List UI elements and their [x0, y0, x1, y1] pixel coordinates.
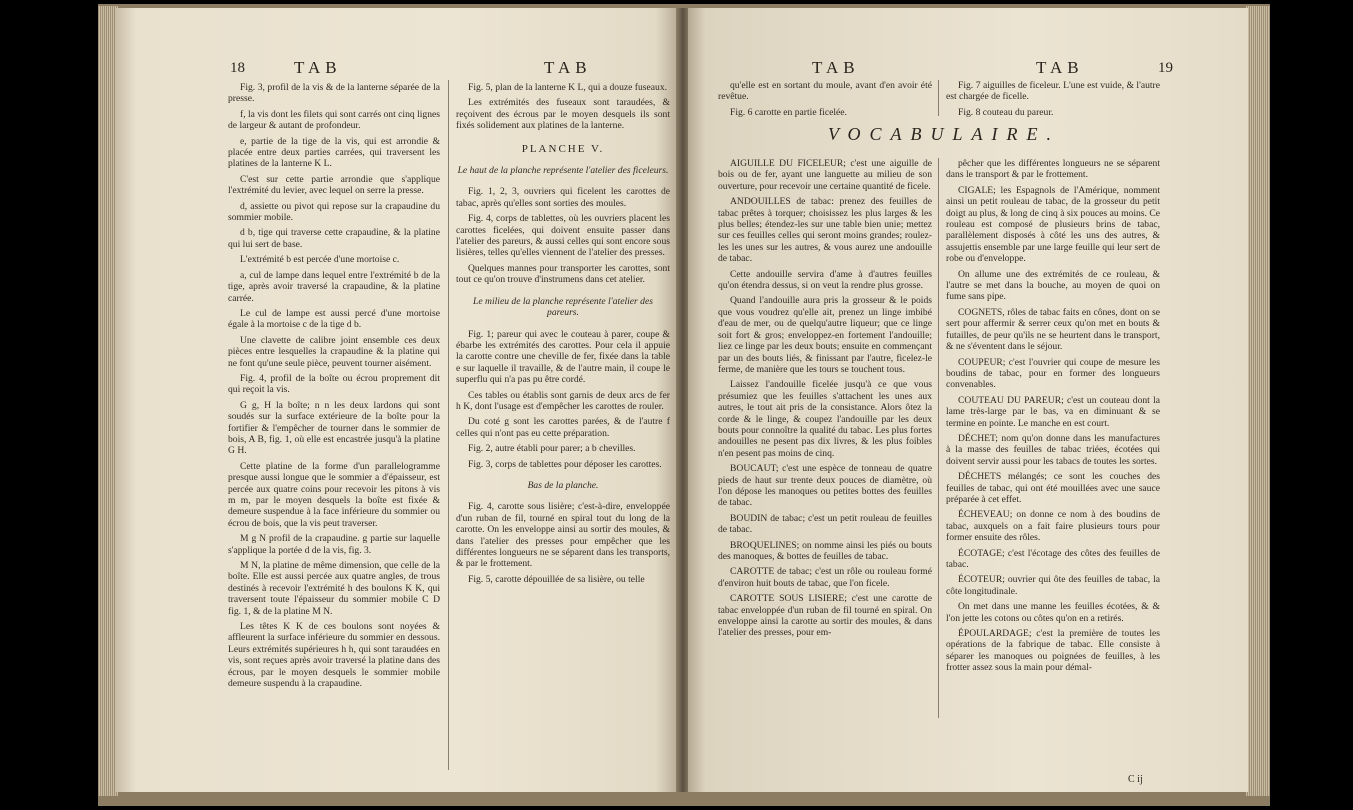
paragraph: COUPEUR; c'est l'ouvrier qui coupe de mesure les boudins de tabac, pour en former des longueurs convenables.: [946, 356, 1160, 391]
paragraph: Quand l'andouille aura pris la grosseur & le poids que vous voudrez qu'elle ait, prenez un linge imbibé d'eau de mer, ou de quelqu'autre liqueur; que ce linge soit fort & gros; enveloppez-en fortement l'andouille; liez ce linge par les deux bouts; ensuite en commençant par un des bouts liés, & finissant par l'autre, ficelez-le ferme, de manière que les tours se touchent tous.: [718, 295, 932, 375]
right-column-1: [718, 158, 932, 643]
paragraph: pêcher que les différentes longueurs ne se séparent dans le transport & par le frottement.: [946, 158, 1160, 181]
left-page: [116, 8, 678, 792]
running-head-left-1: TAB: [294, 58, 342, 77]
signature-mark: C ij: [1128, 774, 1143, 785]
column-rule-top: [938, 80, 939, 116]
page-edges-right: [1246, 6, 1270, 796]
paragraph: Cette platine de la forme d'un parallelogramme presque aussi longue que le sommier a d'épaisseur, est percée aux quatre coins pour recevoir les pitons à vis m m, par le moyen desquels la boîte est fixée & demeure suspendue à la face inférieure du sommier ou écrou de bois, que la vis peut traverser.: [228, 460, 440, 529]
paragraph: Fig. 4, carotte sous lisière; c'est-à-dire, enveloppée d'un ruban de fil, tourné en spiral tout du long de la carotte. On les enveloppe ainsi au sortir des moules, & dans l'atelier des presses pour empêcher que les différentes longueurs ne se séparent dans les transports, & par le frottement.: [456, 501, 670, 570]
paragraph: Fig. 5, plan de la lanterne K L, qui a douze fuseaux.: [468, 82, 668, 93]
paragraph: Fig. 3, profil de la vis & de la lanterne séparée de la presse.: [228, 82, 440, 105]
paragraph: Les têtes K K de ces boulons sont noyées & affleurent la surface inférieure du sommier en dessous. Leurs extrémités supérieures h h, qui sont taraudées en vis, sont reçues après avoir traversé la platine dans des écrous, par le moyen desquels le sommier mobile demeure suspendu à la crapaudine.: [228, 621, 440, 690]
paragraph: C'est sur cette partie arrondie que s'applique l'extrémité du levier, avec lequel on serre la presse.: [228, 173, 440, 197]
paragraph: G g, H la boîte; n n les deux lardons qui sont soudés sur la surface extérieure de la boîte pour la fortifier & l'empêcher de tourner dans le sommier de bois, A B, fig. 1, où elle est encastrée jusqu'à la platine G H.: [228, 399, 440, 457]
paragraph: Fig. 7 aiguilles de ficeleur. L'une est vuide, & l'autre est chargée de ficelle.: [946, 80, 1160, 103]
left-column-1: [228, 82, 440, 694]
paragraph: M N, la platine de même dimension, que celle de la boîte. Elle est aussi percée aux quatre angles, de trous destinés à recevoir l'extrémité h des boulons K K, qui traversent toute l'épaisseur du sommier mobile C D fig. 1, & de la platine M N.: [228, 560, 440, 617]
right-column-2: [946, 158, 1160, 678]
paragraph: ÉCOTEUR; ouvrier qui ôte des feuilles de tabac, la côte longitudinale.: [946, 574, 1160, 597]
paragraph: Fig. 1; pareur qui avec le couteau à parer, coupe & ébarbe les extrémités des carottes. Pour cela il appuie la carotte contre une cheville de fer, fixée dans la table e sur laquelle il travaille, & de l'autre main, il coupe le superflu qui n'a pas pu être cordé.: [456, 328, 670, 386]
paragraph: Quelques mannes pour transporter les carottes, sont tout ce qu'on trouve d'instrumens dans cet atelier.: [456, 262, 670, 286]
running-head-right-1: TAB: [812, 58, 860, 77]
paragraph: qu'elle est en sortant du moule, avant d'en avoir été revêtue.: [718, 80, 932, 103]
page-edges-left: [98, 6, 118, 796]
paragraph: BROQUELINES; on nomme ainsi les piés ou bouts des manoques, & bottes de feuilles de tabac.: [718, 539, 932, 562]
paragraph: ÉPOULARDAGE; c'est la première de toutes les opérations de la fabrique de tabac. Elle consiste à séparer les manoques ou poignées de feuilles, à les frotter assez sous la main pour démal-: [946, 628, 1160, 674]
paragraph: d, assiette ou pivot qui repose sur la crapaudine du sommier mobile.: [228, 200, 440, 224]
paragraph: Une clavette de calibre joint ensemble ces deux pièces entre lesquelles la crapaudine & la platine qui ne font qu'une seule pièce, peuvent tourner aisément.: [228, 334, 440, 369]
section-caption: Bas de la planche.: [527, 479, 599, 491]
vocabulaire-title: VOCABULAIRE.: [828, 124, 1060, 144]
paragraph: ÉCHEVEAU; on donne ce nom à des boudins de tabac, auxquels on a fait faire plusieurs tours pour former ensuite des rôles.: [946, 509, 1160, 544]
paragraph: On allume une des extrémités de ce rouleau, & l'autre se met dans la bouche, au moyen de quoi on fume sans pipe.: [946, 268, 1160, 303]
paragraph: AIGUILLE DU FICELEUR; c'est une aiguille de bois ou de fer, ayant une languette au milieu de son ouverture, pour recevoir une certaine quantité de ficele.: [718, 158, 932, 192]
page-number-right: 19: [1158, 60, 1173, 76]
paragraph: f, la vis dont les filets qui sont carrés ont cinq lignes de largeur & autant de profondeur.: [228, 108, 440, 132]
paragraph: Fig. 4, corps de tablettes, où les ouvriers placent les carottes ficelées, qui doivent ensuite passer dans l'atelier des pareurs, & aussi celles qui sont encore sous lisières, telles qu'elles viennent de l'atelier des presses.: [456, 213, 670, 259]
paragraph: BOUCAUT; c'est une espèce de tonneau de quatre pieds de haut sur trente deux pouces de diamètre, où l'on dépose les manoques ou petites bottes des feuilles de tabac.: [718, 463, 932, 509]
paragraph: L'extrémité b est percée d'une mortoise c.: [240, 254, 400, 266]
paragraph: Fig. 1, 2, 3, ouvriers qui ficelent les carottes de tabac, après qu'elles sont sorties des moules.: [456, 186, 670, 209]
left-column-2: [456, 82, 670, 589]
paragraph: Cette andouille servira d'ame à d'autres feuilles qu'on étendra dessus, si on veut la rendre plus grosse.: [718, 268, 932, 292]
paragraph: CIGALE; les Espagnols de l'Amérique, nomment ainsi un petit rouleau de tabac, de la grosseur du petit doigt au plus, & long de cinq à six pouces au moins. Ce rouleau est composé de plusieurs brins de tabac, parallèlement disposés à côté les uns des autres, & assujettis ensemble par une large feuille qui leur sert de robe ou d'enveloppe.: [946, 184, 1160, 265]
paragraph: d b, tige qui traverse cette crapaudine, & la platine qui lui sert de base.: [228, 227, 440, 250]
paragraph: COUTEAU DU PAREUR; c'est un couteau dont la lame très-large par le bas, va en diminuant & se termine en pointe. Le manche en est court.: [946, 394, 1160, 429]
paragraph: Fig. 6 carotte en partie ficelée.: [730, 106, 847, 118]
column-rule: [448, 80, 449, 770]
paragraph: ÉCOTAGE; c'est l'écotage des côtes des feuilles de tabac.: [946, 547, 1160, 570]
paragraph: BOUDIN de tabac; c'est un petit rouleau de feuilles de tabac.: [718, 512, 932, 536]
paragraph: DÉCHETS mélangés; ce sont les couches des feuilles de tabac, qui ont été mouillées avec une sauce préparée à cet effet.: [946, 471, 1160, 505]
running-head-left-2: TAB: [544, 58, 592, 77]
paragraph: M g N profil de la crapaudine. g partie sur laquelle s'applique la portée d de la vis, fig. 3.: [228, 533, 440, 556]
paragraph: Le cul de lampe est aussi percé d'une mortoise égale à la mortoise c de la tige d b.: [228, 307, 440, 331]
page-number-left: 18: [230, 60, 245, 76]
paragraph: DÉCHET; nom qu'on donne dans les manufactures à la masse des feuilles de tabac triées, écotées qui doivent servir aussi pour les tabacs de toutes les sortes.: [946, 432, 1160, 467]
paragraph: e, partie de la tige de la vis, qui est arrondie & placée entre deux parties carrées, qui traversent les platines de la lanterne K L.: [228, 135, 440, 170]
right-top-left: [718, 80, 932, 122]
paragraph: CAROTTE SOUS LISIERE; c'est une carotte de tabac enveloppée d'un ruban de fil tourné en spiral. On enveloppe ainsi la carotte au sortir des moules, & dans l'atelier des presses, pour em-: [718, 593, 932, 639]
paragraph: Les extrémités des fuseaux sont taraudées, & reçoivent des écrous par le moyen desquels ils sont fixés solidement aux platines de la lanterne.: [456, 97, 670, 132]
running-head-right-2: TAB: [1036, 58, 1084, 77]
paragraph: Fig. 4, profil de la boîte ou écrou proprement dit qui reçoit la vis.: [228, 372, 440, 396]
paragraph: ANDOUILLES de tabac: prenez des feuilles de tabac prêtes à torquer; choisissez les plus larges & les plus belles; étendez-les sur une table bien unie; mettez sur ces feuilles celles qui seront moins grandes; roulez-les les unes sur les autres, & vous aurez une andouille de tabac.: [718, 196, 932, 265]
paragraph: CAROTTE de tabac; c'est un rôle ou rouleau formé d'environ huit bouts de tabac, que l'on ficele.: [718, 566, 932, 589]
planche-heading: PLANCHE V.: [521, 142, 605, 155]
section-caption: Le haut de la planche représente l'atelier des ficeleurs.: [457, 165, 669, 177]
paragraph: On met dans une manne les feuilles écotées, & & l'on jette les cotons ou côtes qu'on en a retirés.: [946, 601, 1160, 624]
paragraph: Ces tables ou établis sont garnis de deux arcs de fer h K, dont l'usage est d'empêcher les carottes de rouler.: [456, 389, 670, 412]
paragraph: Fig. 3, corps de tablettes pour déposer les carottes.: [468, 458, 662, 470]
paragraph: Du coté g sont les carottes parées, & de l'autre f celles qui n'ont pas eu cette préparation.: [456, 416, 670, 439]
paragraph: Fig. 2, autre établi pour parer; a b chevilles.: [468, 443, 636, 455]
paragraph: a, cul de lampe dans lequel entre l'extrémité b de la tige, après avoir traversé la crapaudine, & la platine carrée.: [228, 269, 440, 304]
column-rule: [938, 158, 939, 718]
paragraph: COGNETS, rôles de tabac faits en cônes, dont on se sert pour affermir & serrer ceux qu'on met en bouts & futailles, de peur qu'ils ne se heurtent dans le transport, & ne s'éventent dans le séjour.: [946, 306, 1160, 353]
paragraph: Fig. 8 couteau du pareur.: [958, 106, 1054, 118]
paragraph: Laissez l'andouille ficelée jusqu'à ce que vous présumiez que les feuilles s'attachent les unes aux autres, le tout ait pris de la consistance. Alors ôtez la corde & le linge, & coupez l'andouille par les deux bouts pour connoître la qualité du tabac. Les plus fortes andouilles ne pesent pas dix livres, & les plus foibles n'en pesent pas moins de cinq.: [718, 379, 932, 459]
paragraph: Fig. 5, carotte dépouillée de sa lisière, ou telle: [468, 573, 645, 585]
right-page: [688, 8, 1248, 792]
section-caption: Le milieu de la planche représente l'atelier des pareurs.: [473, 295, 653, 319]
right-top-right: [946, 80, 1160, 122]
